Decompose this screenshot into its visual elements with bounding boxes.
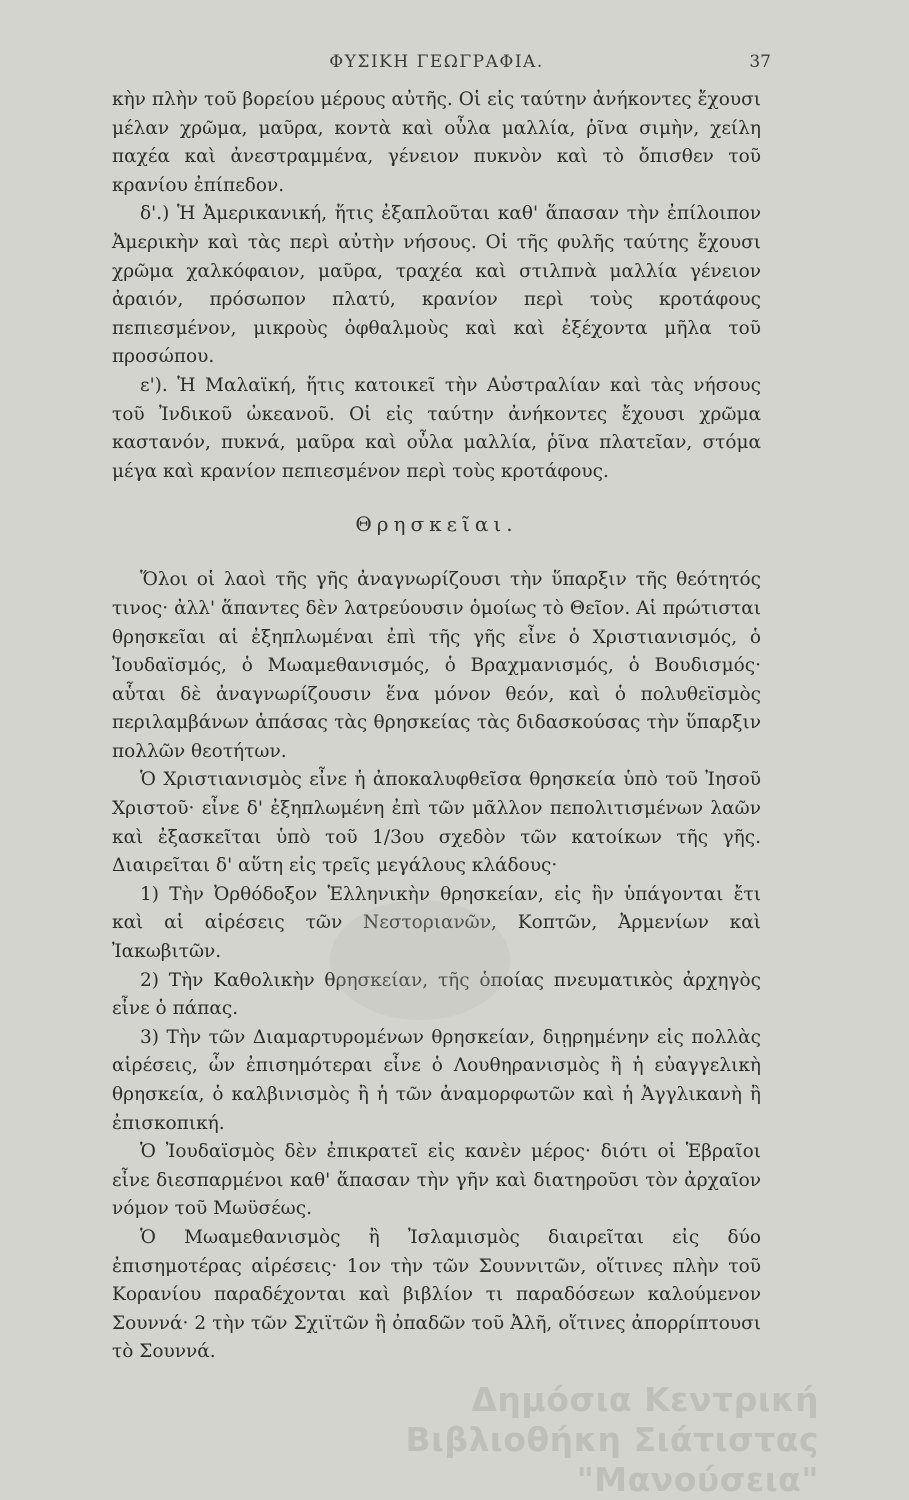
faded-stamp [330,900,510,1020]
paragraph: κὴν πλὴν τοῦ βορείου μέρους αὐτῆς. Οἱ εἰς ταύτην ἀνήκοντες ἔχουσι μέλαν χρῶμα, μαῦρα, κοντὰ καὶ οὖλα μαλλία, ῥῖνα σιμὴν, χείλη παχέα καὶ ἀνεστραμμένα, γένειον πυκνὸν καὶ τὸ ὄπισθεν τοῦ κρανίου ἐπίπεδον. [112,89,761,196]
library-watermark [219,1380,819,1500]
paragraph: 2) Τὴν Καθολικὴν θρησκείαν, τῆς ὁποίας πνευματικὸς ἀρχηγὸς εἶνε ὁ πάπας. [112,969,761,1020]
paragraph: 3) Τὴν τῶν Διαμαρτυρομένων θρησκείαν, διῃρημένην εἰς πολλὰς αἱρέσεις, ὧν ἐπισημότεραι εἶνε ὁ Λουθηρανισμὸς ἢ ἡ εὐαγγελικὴ θρησκεία, ὁ καλβινισμὸς ἢ ἡ τῶν ἀναμορφωτῶν καὶ ἡ Ἀγγλικανὴ ἢ ἐπισκοπική. [112,1026,761,1134]
section-heading: Θρησκεῖαι. [355,512,518,537]
running-title: ΦΥΣΙΚΗ ΓΕΩΓΡΑΦΙΑ. [329,52,544,72]
paragraph: ε'). Ἡ Μαλαϊκή, ἥτις κατοικεῖ τὴν Αὐστραλίαν καὶ τὰς νήσους τοῦ Ἰνδικοῦ ὠκεανοῦ. Οἱ εἰς ταύτην ἀνήκοντες ἔχουσι χρῶμα καστανόν, πυκνά, μαῦρα καὶ οὖλα μαλλία, ῥῖνα πλατεῖαν, στόμα μέγα καὶ κρανίον πεπιεσμένον περὶ τοὺς κροτάφους. [112,374,761,482]
paragraph: Ὁ Χριστιανισμὸς εἶνε ἡ ἀποκαλυφθεῖσα θρησκεία ὑπὸ τοῦ Ἰησοῦ Χριστοῦ· εἶνε δ' ἐξηπλωμένη ἐπὶ τῶν μᾶλλον πεπολιτισμένων λαῶν καὶ ἐξασκεῖται ὑπὸ τοῦ 1/3ου σχεδὸν τῶν κατοίκων τῆς γῆς. Διαιρεῖται δ' αὕτη εἰς τρεῖς μεγάλους κλάδους· [112,769,761,877]
running-header [112,52,771,86]
paragraph: Ὅλοι οἱ λαοὶ τῆς γῆς ἀναγνωρίζουσι τὴν ὕπαρξιν τῆς θεότητός τινος· ἀλλ' ἅπαντες δὲν λατρεύουσιν ὁμοίως τὸ Θεῖον. Αἱ πρώτισται θρησκεῖαι αἱ ἐξηπλωμέναι ἐπὶ τῆς γῆς εἶνε ὁ Χριστιανισμός, ὁ Ἰουδαϊσμός, ὁ Μωαμεθανισμός, ὁ Βραχμανισμός, ὁ Βουδισμός· αὗται δὲ ἀναγνωρίζουσιν ἕνα μόνον θεόν, καὶ ὁ πολυθεϊσμὸς περιλαμβάνων ἁπάσας τὰς θρησκείας τὰς διδασκούσας τὴν ὕπαρξιν πολλῶν θεοτήτων. [112,569,761,762]
body-text [112,86,761,1367]
watermark-line: Δημόσια Κεντρική [471,1380,819,1419]
paragraph: Ὁ Ἰουδαϊσμὸς δὲν ἐπικρατεῖ εἰς κανὲν μέρος· διότι οἱ Ἑβραῖοι εἶνε διεσπαρμένοι καθ' ἅπασαν τὴν γῆν καὶ διατηροῦσι τὸν ἀρχαῖον νόμον τοῦ Μωϋσέως. [112,1141,761,1220]
watermark-line: Βιβλιοθήκη Σιάτιστας "Μανούσεια" [405,1420,819,1499]
paragraph: Ὁ Μωαμεθανισμὸς ἢ Ἰσλαμισμὸς διαιρεῖται εἰς δύο ἐπισημοτέρας αἱρέσεις· 1ον τὴν τῶν Σουννιτῶν, οἵτινες πλὴν τοῦ Κορανίου παραδέχονται καὶ βιβλίον τι παραδόσεων καλούμενον Σουννά· 2 τὴν τῶν Σχιϊτῶν ἢ ὀπαδῶν τοῦ Ἀλῆ, οἵτινες ἀπορρίπτουσι τὸ Σουννά. [112,1226,761,1363]
page-number: 37 [749,52,771,72]
paragraph: δ'.) Ἡ Ἀμερικανική, ἥτις ἐξαπλοῦται καθ' ἅπασαν τὴν ἐπίλοιπον Ἀμερικὴν καὶ τὰς περὶ αὐτὴν νήσους. Οἱ τῆς φυλῆς ταύτης ἔχουσι χρῶμα χαλκόφαιον, μαῦρα, τραχέα καὶ στιλπνὰ μαλλία γένειον ἀραιόν, πρόσωπον πλατύ, κρανίον περὶ τοὺς κροτάφους πεπιεσμένον, μικροὺς ὀφθαλμοὺς καὶ καὶ ἐξέχοντα μῆλα τοῦ προσώπου. [112,203,761,368]
paragraph: 1) Τὴν Ὀρθόδοξον Ἑλληνικὴν θρησκείαν, εἰς ἣν ὑπάγονται ἔτι καὶ αἱ αἱρέσεις τῶν Νεστοριανῶν, Κοπτῶν, Ἀρμενίων καὶ Ἰακωβιτῶν. [112,883,761,963]
